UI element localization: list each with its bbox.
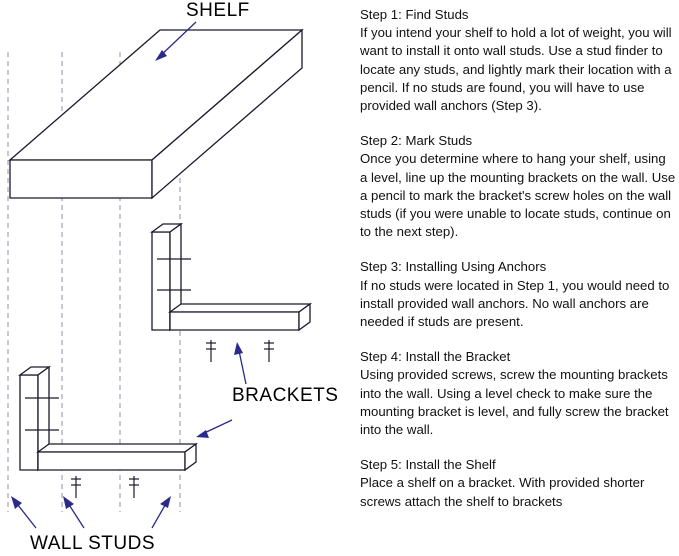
instruction-step — [360, 348, 676, 439]
bracket-upper — [152, 224, 310, 330]
instruction-step — [360, 6, 676, 115]
shelf-board — [10, 30, 302, 198]
bracket-lower — [20, 367, 196, 470]
step-title: Step 4: Install the Bracket — [360, 349, 511, 365]
screws-lower — [71, 476, 139, 498]
step-title: Step 5: Install the Shelf — [360, 457, 496, 473]
instruction-step — [360, 258, 676, 331]
step-body: If you intend your shelf to hold a lot of weight, you will want to install it onto wall studs. Use a stud finder to locate any studs, and lightly mark their location with a pencil. If no studs are found, you will have to use provided wall anchors (Step 3). — [360, 25, 672, 114]
step-title: Step 1: Find Studs — [360, 7, 469, 22]
step-title: Step 3: Installing Using Anchors — [360, 259, 547, 275]
step-body: If no studs were located in Step 1, you would need to install provided wall anchors. No wall anchors are needed if studs are present. — [360, 277, 670, 330]
step-body: Once you determine where to hang your shelf, using a level, line up the mounting brackets on the wall. Use a pencil to mark the bracket's screw holes on the wall studs (if you were unable to locate studs, continue on to the next step). — [360, 151, 676, 240]
instruction-step — [360, 132, 676, 241]
step-body: Place a shelf on a bracket. With provided shorter screws attach the shelf to brackets — [360, 475, 645, 509]
label-brackets: BRACKETS — [232, 385, 339, 406]
step-body: Using provided screws, screw the mounting brackets into the wall. Using a level check to make sure the mounting bracket is level, and fully screw the bracket into the wall. — [360, 367, 669, 438]
step-title: Step 2: Mark Studs — [360, 133, 473, 149]
instructions-panel — [360, 6, 676, 550]
instruction-step — [360, 456, 676, 511]
label-wall-studs: WALL STUDS — [30, 533, 156, 554]
label-shelf: SHELF — [186, 0, 250, 21]
